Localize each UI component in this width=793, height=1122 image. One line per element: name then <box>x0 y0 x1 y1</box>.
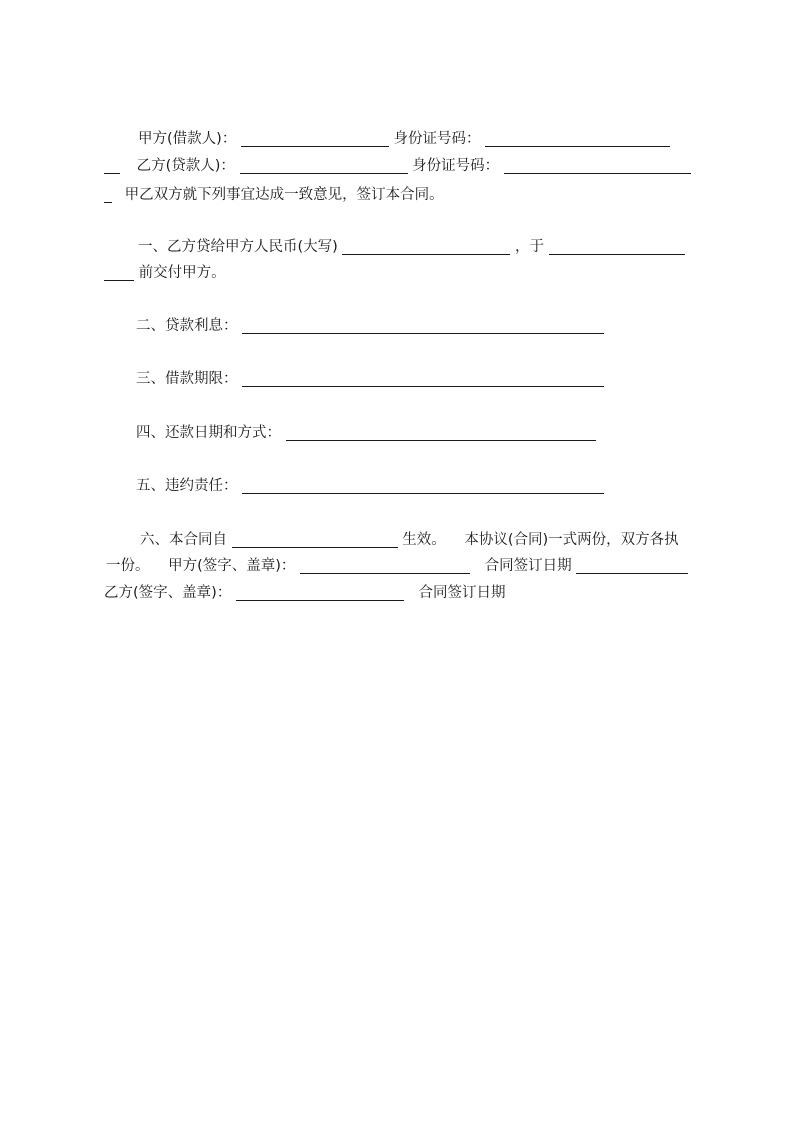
party-a-name-blank[interactable] <box>241 129 389 147</box>
party-a-line <box>138 128 670 150</box>
party-a-sign-label: 甲方(签字、盖章)： <box>168 558 296 574</box>
delivery-date-blank[interactable] <box>549 237 685 255</box>
clause-1-suffix: 前交付甲方。 <box>138 265 226 281</box>
clause-4-label: 四、还款日期和方式： <box>136 425 281 441</box>
clause-1-line-2 <box>104 262 226 284</box>
party-a-date-blank[interactable] <box>576 556 688 574</box>
clause-6-effective: 生效。 <box>402 532 446 548</box>
clause-6-copies: 本协议(合同)一式两份，双方各执 <box>464 532 679 548</box>
party-b-id-blank[interactable] <box>504 156 691 174</box>
clause-6-prefix: 六、本合同自 <box>140 532 227 548</box>
party-b-sign-label: 乙方(签字、盖章)： <box>104 585 232 601</box>
loan-amount-blank[interactable] <box>342 237 510 255</box>
party-b-date-label: 合同签订日期 <box>418 585 506 601</box>
clause-6-copies-end: 一份。 <box>106 558 150 574</box>
clause-3-line <box>136 368 604 390</box>
clause-6-line <box>140 529 679 551</box>
party-b-sign-blank[interactable] <box>236 583 404 601</box>
interest-blank[interactable] <box>242 316 604 334</box>
repayment-blank[interactable] <box>286 423 596 441</box>
clause-1-comma: ，于 <box>515 239 545 255</box>
term-blank[interactable] <box>242 369 604 387</box>
liability-blank[interactable] <box>242 476 604 494</box>
signature-line-a <box>106 555 688 577</box>
signature-line-b <box>104 582 506 604</box>
party-b-id-label: 身份证号码： <box>412 158 500 174</box>
clause-4-line <box>136 422 596 444</box>
party-a-id-blank-cont[interactable] <box>104 156 120 174</box>
clause-1-prefix: 一、乙方贷给甲方人民币(大写) <box>138 239 338 255</box>
party-a-date-label: 合同签订日期 <box>484 558 572 574</box>
clause-5-line <box>136 475 604 497</box>
clause-2-line <box>136 315 604 337</box>
party-a-id-blank[interactable] <box>485 129 670 147</box>
clause-2-label: 二、贷款利息： <box>136 318 238 334</box>
party-a-id-label: 身份证号码： <box>393 131 481 147</box>
clause-5-label: 五、违约责任： <box>136 478 238 494</box>
effective-date-blank[interactable] <box>232 530 398 548</box>
clause-1-line <box>138 236 685 258</box>
intro-text: 甲乙双方就下列事宜达成一致意见，签订本合同。 <box>124 187 444 203</box>
intro-line <box>104 184 444 206</box>
clause-3-label: 三、借款期限： <box>136 371 238 387</box>
party-a-sign-blank[interactable] <box>300 556 470 574</box>
party-b-id-blank-cont[interactable] <box>104 185 112 203</box>
party-b-line <box>104 155 691 177</box>
delivery-date-blank-cont[interactable] <box>104 263 134 281</box>
party-b-label: 乙方(贷款人)： <box>136 158 235 174</box>
party-b-name-blank[interactable] <box>240 156 408 174</box>
party-a-label: 甲方(借款人)： <box>138 131 237 147</box>
